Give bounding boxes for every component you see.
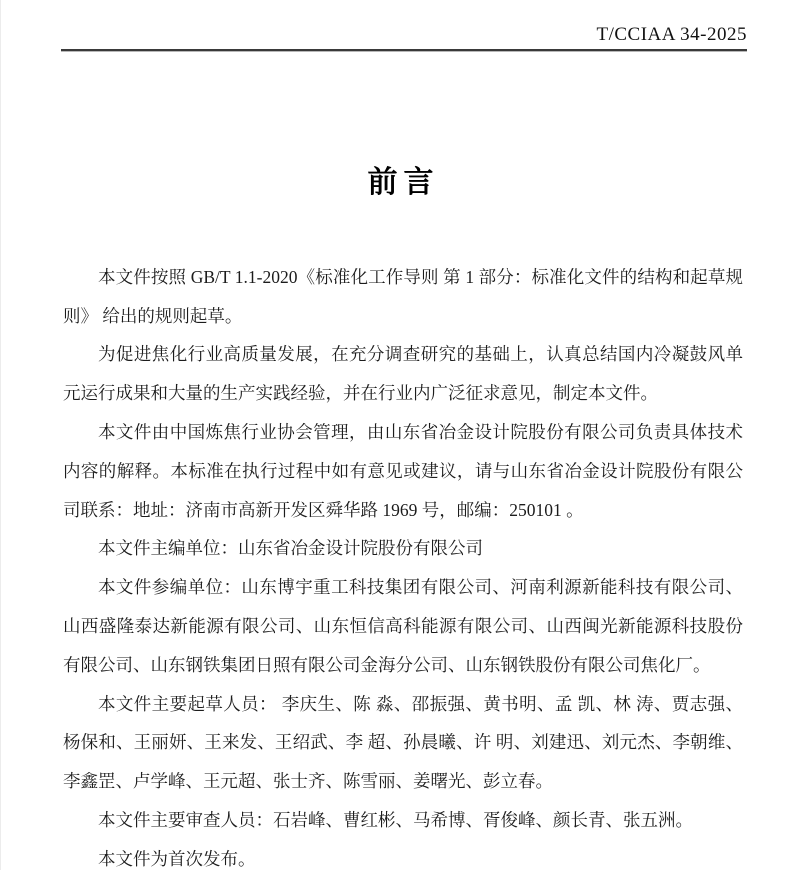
paragraph-drafting-rules: 本文件按照 GB/T 1.1-2020《标准化工作导则 第 1 部分：标准化文件的结构和起草规则》 给出的规则起草。 <box>63 266 743 326</box>
paragraph-management-contact: 本文件由中国炼焦行业协会管理，由山东省冶金设计院股份有限公司负责具体技术内容的解释。本标准在执行过程中如有意见或建议，请与山东省冶金设计院股份有限公司联系：地址：济南市高新开发区舜华路 1969 号，邮编：250101 。 <box>63 422 743 520</box>
paragraph-first-issue: 本文件为首次发布。 <box>98 848 256 869</box>
header-divider-rule <box>61 49 747 52</box>
paragraph-reviewers: 本文件主要审查人员：石岩峰、曹红彬、马希博、胥俊峰、颜长青、张五洲。 <box>98 810 693 831</box>
paragraph-purpose: 为促进焦化行业高质量发展，在充分调查研究的基础上，认真总结国内冷凝鼓风单元运行成果和大量的生产实践经验，并在行业内广泛征求意见，制定本文件。 <box>63 344 743 404</box>
paragraph-drafters: 本文件主要起草人员： 李庆生、陈 淼、邵振强、黄书明、孟 凯、林 涛、贾志强、杨保和、王丽妍、王来发、王绍武、李 超、孙晨曦、许 明、刘建迅、刘元杰、李朝维、李鑫罡、卢学峰、王元超、张士齐、陈雪丽、姜曙光、彭立春。 <box>63 693 743 792</box>
paragraph-participating-units: 本文件参编单位：山东博宇重工科技集团有限公司、河南利源新能科技有限公司、山西盛隆泰达新能源有限公司、山东恒信高科能源有限公司、山西闽光新能源科技股份有限公司、山东钢铁集团日照有限公司金海分公司、山东钢铁股份有限公司焦化厂。 <box>63 577 743 675</box>
page-header <box>1 0 800 52</box>
foreword-body <box>1 258 800 870</box>
standard-number: T/CCIAA 34-2025 <box>596 24 747 45</box>
foreword-title: 前言 <box>367 165 440 199</box>
paragraph-chief-editor-unit: 本文件主编单位：山东省冶金设计院股份有限公司 <box>98 538 483 559</box>
